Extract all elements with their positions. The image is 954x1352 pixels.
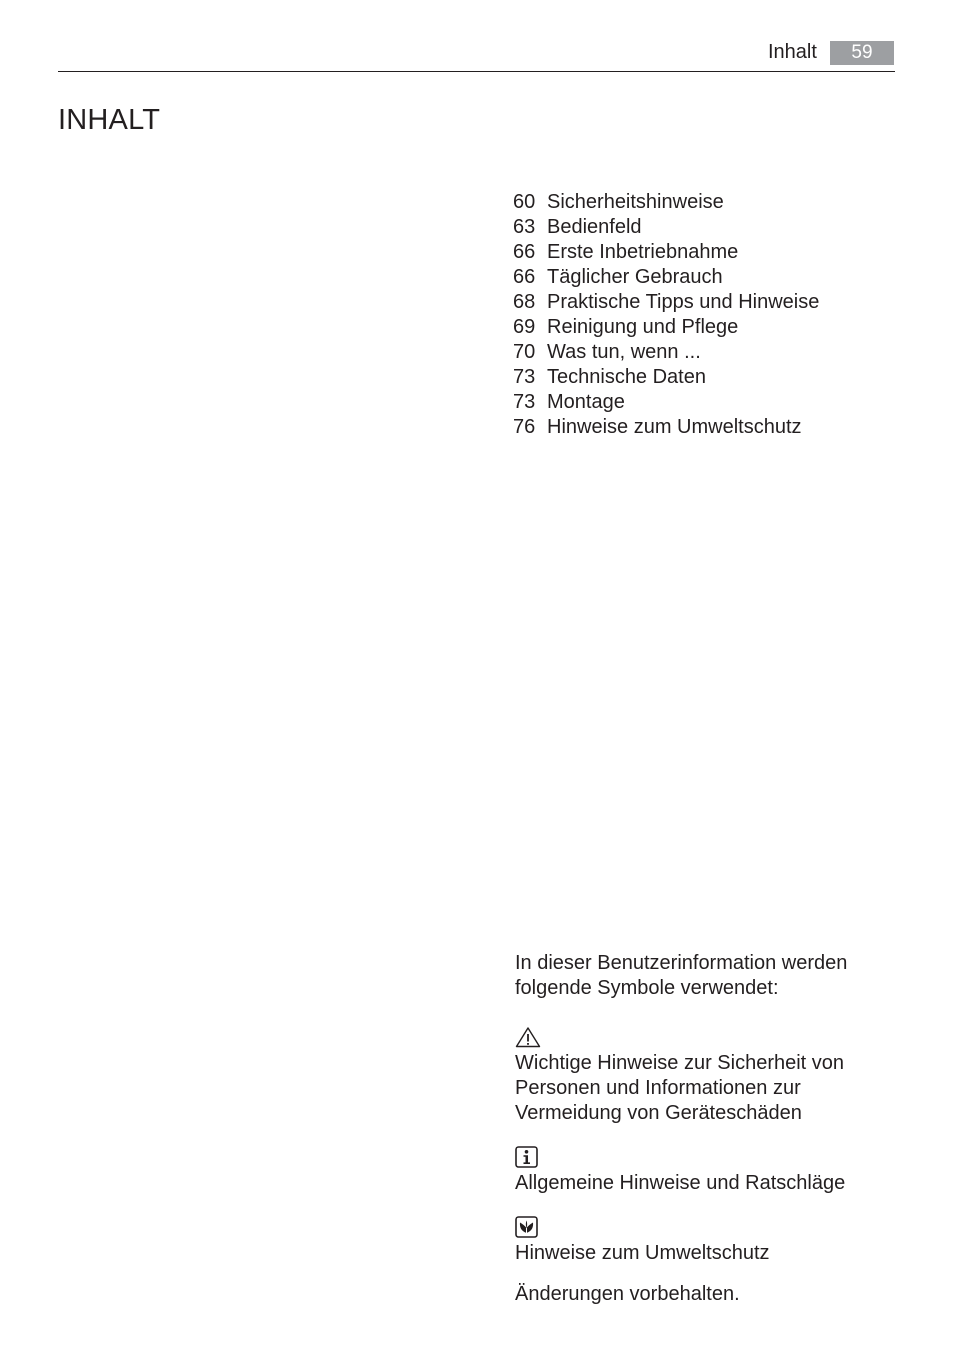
toc-page-number: 70 [513, 341, 536, 363]
toc-entry[interactable] [513, 190, 819, 215]
toc-entry[interactable] [513, 365, 819, 390]
toc-page-number: 69 [513, 316, 536, 338]
warning-triangle-icon [515, 1026, 875, 1050]
toc-entry[interactable] [513, 265, 819, 290]
environment-icon [515, 1216, 875, 1240]
running-header-section: Inhalt [768, 41, 817, 63]
toc-page-number: 68 [513, 291, 536, 313]
toc-entry[interactable] [513, 290, 819, 315]
toc-label: Praktische Tipps und Hinweise [547, 291, 820, 313]
header-divider [58, 71, 895, 72]
toc-label: Sicherheitshinweise [547, 191, 724, 213]
toc-page-number: 73 [513, 391, 536, 413]
toc-label: Hinweise zum Umweltschutz [547, 416, 802, 438]
toc-entry[interactable] [513, 415, 819, 440]
legend-intro: In dieser Benutzerinformation werden folgende Symbole verwendet: [515, 952, 848, 999]
legend-text-warning: Wichtige Hinweise zur Sicherheit von Personen und Informationen zur Vermeidung von Geräteschäden [515, 1052, 845, 1124]
toc-page-number: 66 [513, 266, 536, 288]
toc-entry[interactable] [513, 315, 819, 340]
toc-page-number: 66 [513, 241, 536, 263]
info-icon [515, 1146, 875, 1170]
toc-page-number: 73 [513, 366, 536, 388]
symbol-legend [515, 951, 875, 1307]
toc-label: Täglicher Gebrauch [547, 266, 723, 288]
toc-entry[interactable] [513, 215, 819, 240]
toc-entry[interactable] [513, 340, 819, 365]
toc-page-number: 63 [513, 216, 536, 238]
legend-text-environment: Hinweise zum Umweltschutz [515, 1242, 770, 1264]
toc-page-number: 76 [513, 416, 536, 438]
toc-label: Bedienfeld [547, 216, 642, 238]
toc-entry[interactable] [513, 240, 819, 265]
toc-label: Erste Inbetriebnahme [547, 241, 739, 263]
legend-text-info: Allgemeine Hinweise und Ratschläge [515, 1172, 846, 1194]
page-number-badge: 59 [830, 41, 894, 65]
table-of-contents [513, 190, 819, 440]
toc-label: Reinigung und Pflege [547, 316, 739, 338]
toc-label: Montage [547, 391, 625, 413]
toc-page-number: 60 [513, 191, 536, 213]
toc-label: Technische Daten [547, 366, 706, 388]
toc-label: Was tun, wenn ... [547, 341, 701, 363]
legend-footer: Änderungen vorbehalten. [515, 1283, 740, 1305]
toc-entry[interactable] [513, 390, 819, 415]
page-title: INHALT [58, 104, 161, 136]
